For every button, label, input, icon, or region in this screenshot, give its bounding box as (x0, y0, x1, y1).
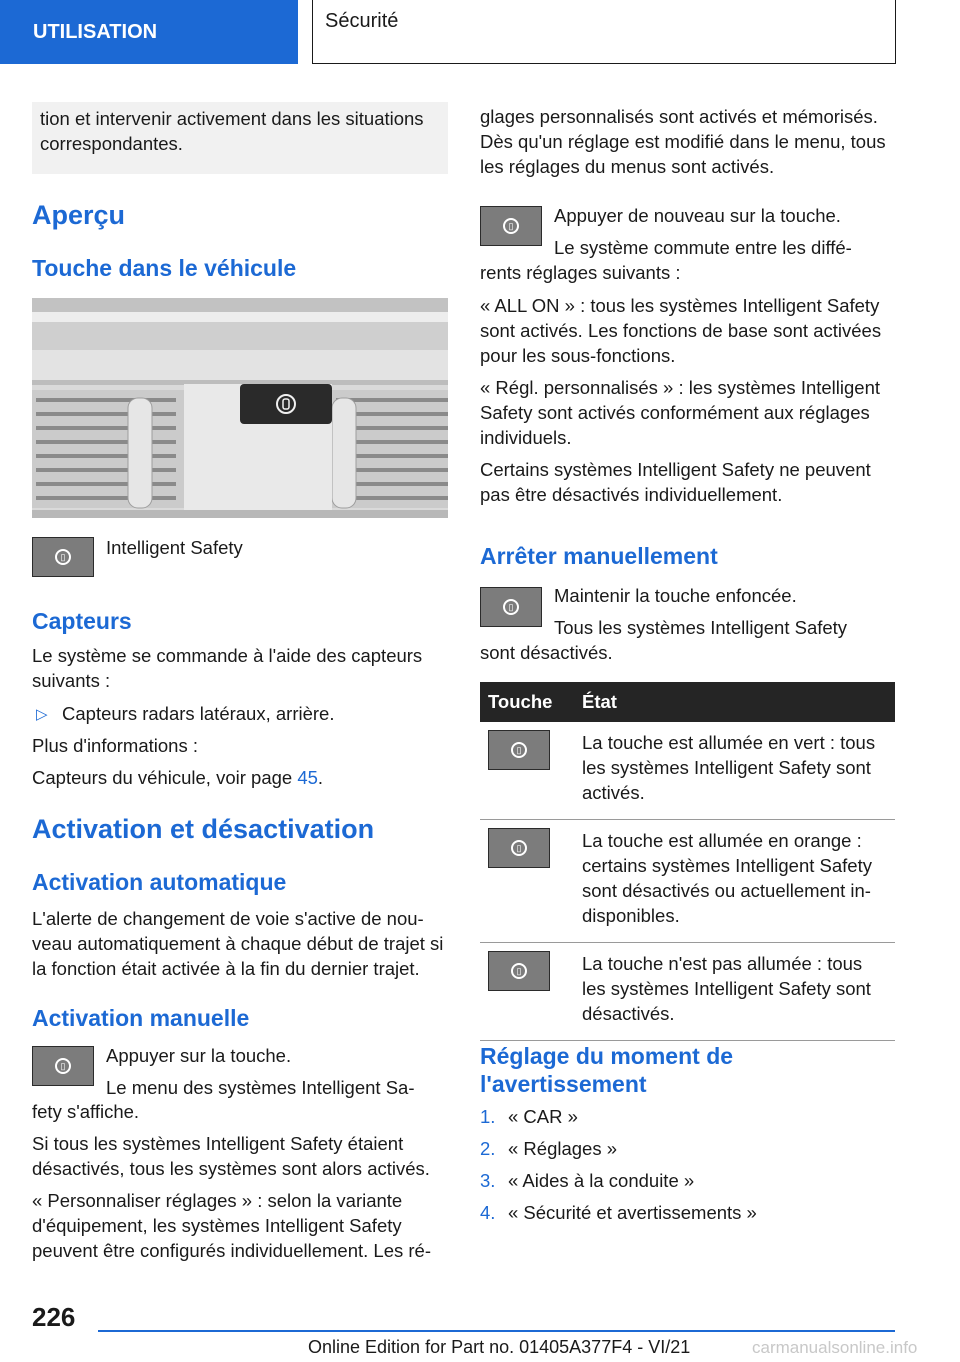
table-row (480, 820, 895, 943)
heading-activation: Activation et désactivation (32, 814, 375, 844)
manuelle-p3: « Personnaliser réglages » : selon la variante d'équipement, les systèmes Intelligent Safety peuvent être configurés individuellement. Les ré‐ (32, 1190, 432, 1261)
page-reference (32, 765, 323, 790)
heading-capteurs: Capteurs (32, 608, 132, 634)
manuelle-step2: Le menu des systèmes Intelligent Sa‐ (106, 1077, 415, 1098)
touche-cell (480, 722, 574, 820)
chapter-title: Sécurité (325, 10, 399, 32)
all-on-text: « ALL ON » : tous les systèmes Intelligent Safety sont activés. Les fonctions de base sont activées pour les sous-fonctions. (480, 295, 882, 366)
green-button-image (488, 730, 550, 770)
table-header-row (480, 682, 895, 722)
again-step2: Le système commute entre les diffé‐ (554, 237, 852, 258)
watermark: carmanualsonline.info (752, 1338, 918, 1357)
arreter-step2: Tous les systèmes Intelligent Safety (554, 617, 848, 638)
etat-cell: La touche est allumée en vert : tous les systèmes Intelligent Safety sont activés. (574, 722, 895, 820)
list-item: 4. « Sécurité et avertissements » (480, 1202, 757, 1223)
etat-cell: La touche n'est pas allumée : tous les systèmes Intelligent Safety sont désactivés. (574, 943, 895, 1041)
footer-rule (98, 1330, 895, 1332)
list-item: 2. « Réglages » (480, 1138, 618, 1159)
chapter-title-box (312, 0, 896, 64)
manuelle-step1: Appuyer sur la touche. (106, 1045, 292, 1066)
etat-cell: La touche est allumée en orange : certains systèmes Intelligent Safety sont désactivés ou actuellement in‐disponibles. (574, 820, 895, 943)
arreter-button-image (480, 587, 542, 627)
right-cont-text: glages personnalisés sont activés et mémorisés. Dès qu'un réglage est modifié dans le menu, tous les réglages du menus sont activés. (480, 106, 886, 177)
capteurs-text: Le système se commande à l'aide des capteurs suivants : (32, 645, 423, 691)
section-tab: UTILISATION (0, 0, 298, 64)
intelligent-safety-icon: ▯ (55, 549, 71, 565)
heading-touche-vehicule: Touche dans le véhicule (32, 255, 297, 281)
col-touche: Touche (480, 682, 574, 722)
manuelle-p2: Si tous les systèmes Intelligent Safety étaient désactivés, tous les systèmes sont alors activés. (32, 1133, 430, 1179)
ref-page-link[interactable]: 45 (297, 767, 318, 788)
capteurs-bullet: Capteurs radars latéraux, arrière. (62, 703, 335, 724)
manual-button-image (32, 1046, 94, 1086)
touche-cell (480, 943, 574, 1041)
button-caption: Intelligent Safety (106, 537, 243, 558)
table-row (480, 943, 895, 1041)
intelligent-safety-icon: ▯ (55, 1058, 71, 1074)
regl-perso-text: « Régl. personnalisés » : les systèmes Intelligent Safety sont activés conformément aux réglages individuels. (480, 377, 881, 448)
intelligent-safety-button-image (32, 537, 94, 577)
heading-activation-manuelle: Activation manuelle (32, 1005, 250, 1031)
steps-list (480, 1104, 757, 1225)
intelligent-safety-icon: ▯ (503, 599, 519, 615)
intelligent-safety-icon: ▯ (503, 218, 519, 234)
heading-apercu: Aperçu (32, 200, 126, 230)
ref-end: . (317, 767, 324, 788)
status-table (480, 682, 895, 1041)
list-item: 3. « Aides à la conduite » (480, 1170, 695, 1191)
again-step1: Appuyer de nouveau sur la touche. (554, 205, 841, 226)
list-item: 1. « CAR » (480, 1106, 578, 1127)
note-text: tion et intervenir activement dans les situations correspondantes. (40, 108, 424, 154)
heading-activation-auto: Activation automatique (32, 869, 287, 895)
dashboard-illustration (32, 298, 448, 518)
heading-reglage-moment: Réglage du moment de l'avertissement (480, 1043, 734, 1097)
manuelle-step2b: fety s'affiche. (32, 1101, 140, 1122)
intelligent-safety-icon: ▯ (511, 840, 527, 856)
intelligent-safety-icon: ▯ (511, 742, 527, 758)
touche-cell (480, 820, 574, 943)
arreter-step2b: sont désactivés. (480, 642, 613, 663)
arreter-step1: Maintenir la touche enfoncée. (554, 585, 797, 606)
ref-text: Capteurs du véhicule, voir page (32, 767, 298, 788)
footer-edition: Online Edition for Part no. 01405A377F4 - VI/21 (308, 1337, 691, 1357)
again-step2b: rents réglages suivants : (480, 262, 681, 283)
intelligent-safety-icon: ▯ (511, 963, 527, 979)
plus-info-text: Plus d'informations : (32, 735, 198, 756)
heading-arreter: Arrêter manuellement (480, 543, 718, 569)
auto-text: L'alerte de changement de voie s'active de nou‐veau automatiquement à chaque début de trajet si la fonction était activée à la fin du dernier trajet. (32, 908, 444, 979)
continued-note (32, 102, 448, 174)
certains-text: Certains systèmes Intelligent Safety ne peuvent pas être désactivés individuellement. (480, 459, 871, 505)
orange-button-image (488, 828, 550, 868)
col-etat: État (574, 682, 895, 722)
off-button-image (488, 951, 550, 991)
page-number: 226 (32, 1302, 76, 1332)
table-row (480, 722, 895, 820)
bullet-triangle-icon: ▷ (36, 706, 48, 723)
again-button-image (480, 206, 542, 246)
